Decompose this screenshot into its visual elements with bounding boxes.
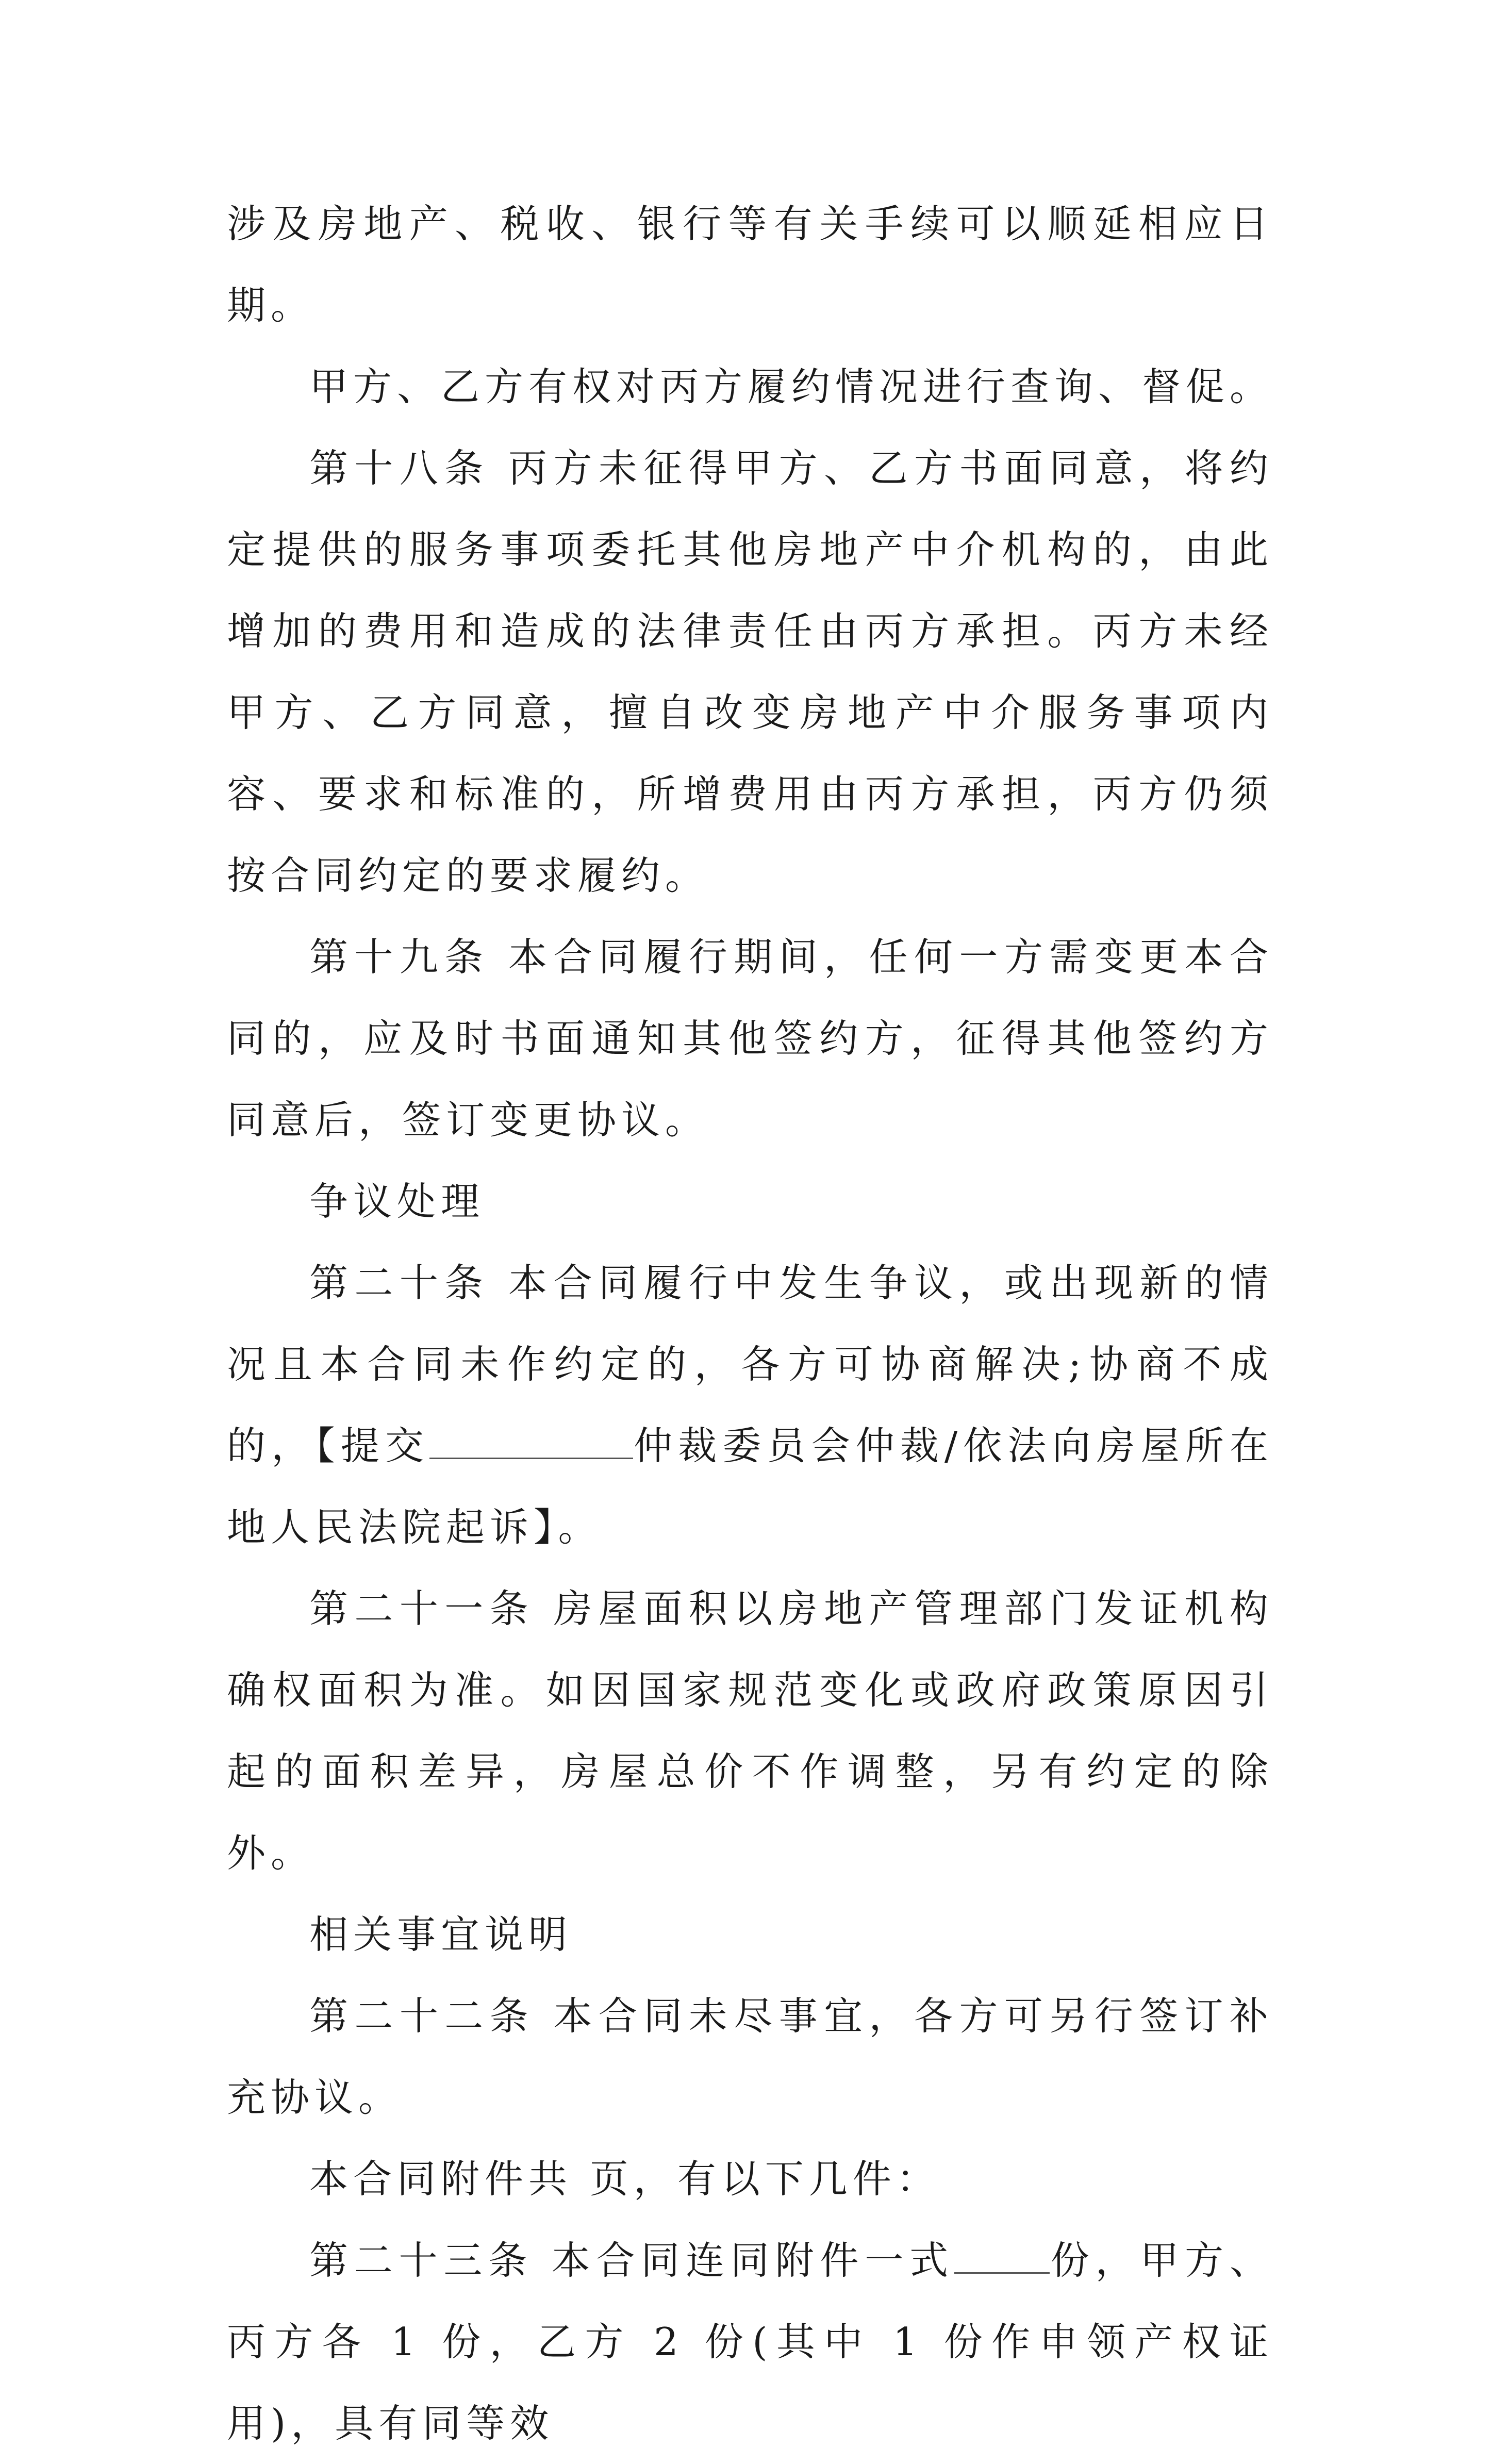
article-23-text-start: 第二十三条 本合同连同附件一式 (309, 2238, 954, 2283)
paragraph-supervision: 甲方、乙方有权对丙方履约情况进行查询、督促。 (309, 364, 1274, 409)
article-21: 第二十一条 房屋面积以房地产管理部门发证机构确权面积为准。如因国家规范变化或政府政策原因引起的面积差异，房屋总价不作调整，另有约定的除外。 (227, 1586, 1273, 1876)
article-22: 第二十二条 本合同未尽事宜，各方可另行签订补充协议。 (227, 1993, 1273, 2120)
section-heading-related-matters: 相关事宜说明 (309, 1912, 573, 1957)
article-23-text-end: 份，甲方、丙方各 1 份，乙方 2 份(其中 1 份作申领产权证用)，具有同等效 (227, 2238, 1273, 2446)
paragraph-deadline-extension: 涉及房地产、税收、银行等有关手续可以顺延相应日期。 (227, 201, 1273, 328)
arbitration-commission-blank (429, 1427, 633, 1459)
section-heading-dispute: 争议处理 (309, 1179, 485, 1224)
article-20 (227, 1242, 1273, 1568)
article-23 (227, 2220, 1273, 2464)
article-20-text-end: 仲裁委员会仲裁/依法向房屋所在地人民法院起诉】。 (227, 1423, 1273, 1550)
copies-count-blank (954, 2241, 1050, 2274)
article-18: 第十八条 丙方未征得甲方、乙方书面同意，将约定提供的服务事项委托其他房地产中介机构的，由此增加的费用和造成的法律责任由丙方承担。丙方未经甲方、乙方同意，擅自改变房地产中介服务事项内容、要求和标准的，所增费用由丙方承担，丙方仍须按合同约定的要求履约。 (227, 445, 1273, 898)
article-20-text-start: 第二十条 本合同履行中发生争议，或出现新的情况且本合同未作约定的，各方可协商解决;协商不成的，【提交 (227, 1260, 1273, 1468)
attachments-note: 本合同附件共 页，有以下几件： (309, 2156, 940, 2202)
contract-body (227, 183, 1273, 2464)
article-19: 第十九条 本合同履行期间，任何一方需变更本合同的，应及时书面通知其他签约方，征得其他签约方同意后，签订变更协议。 (227, 934, 1273, 1143)
